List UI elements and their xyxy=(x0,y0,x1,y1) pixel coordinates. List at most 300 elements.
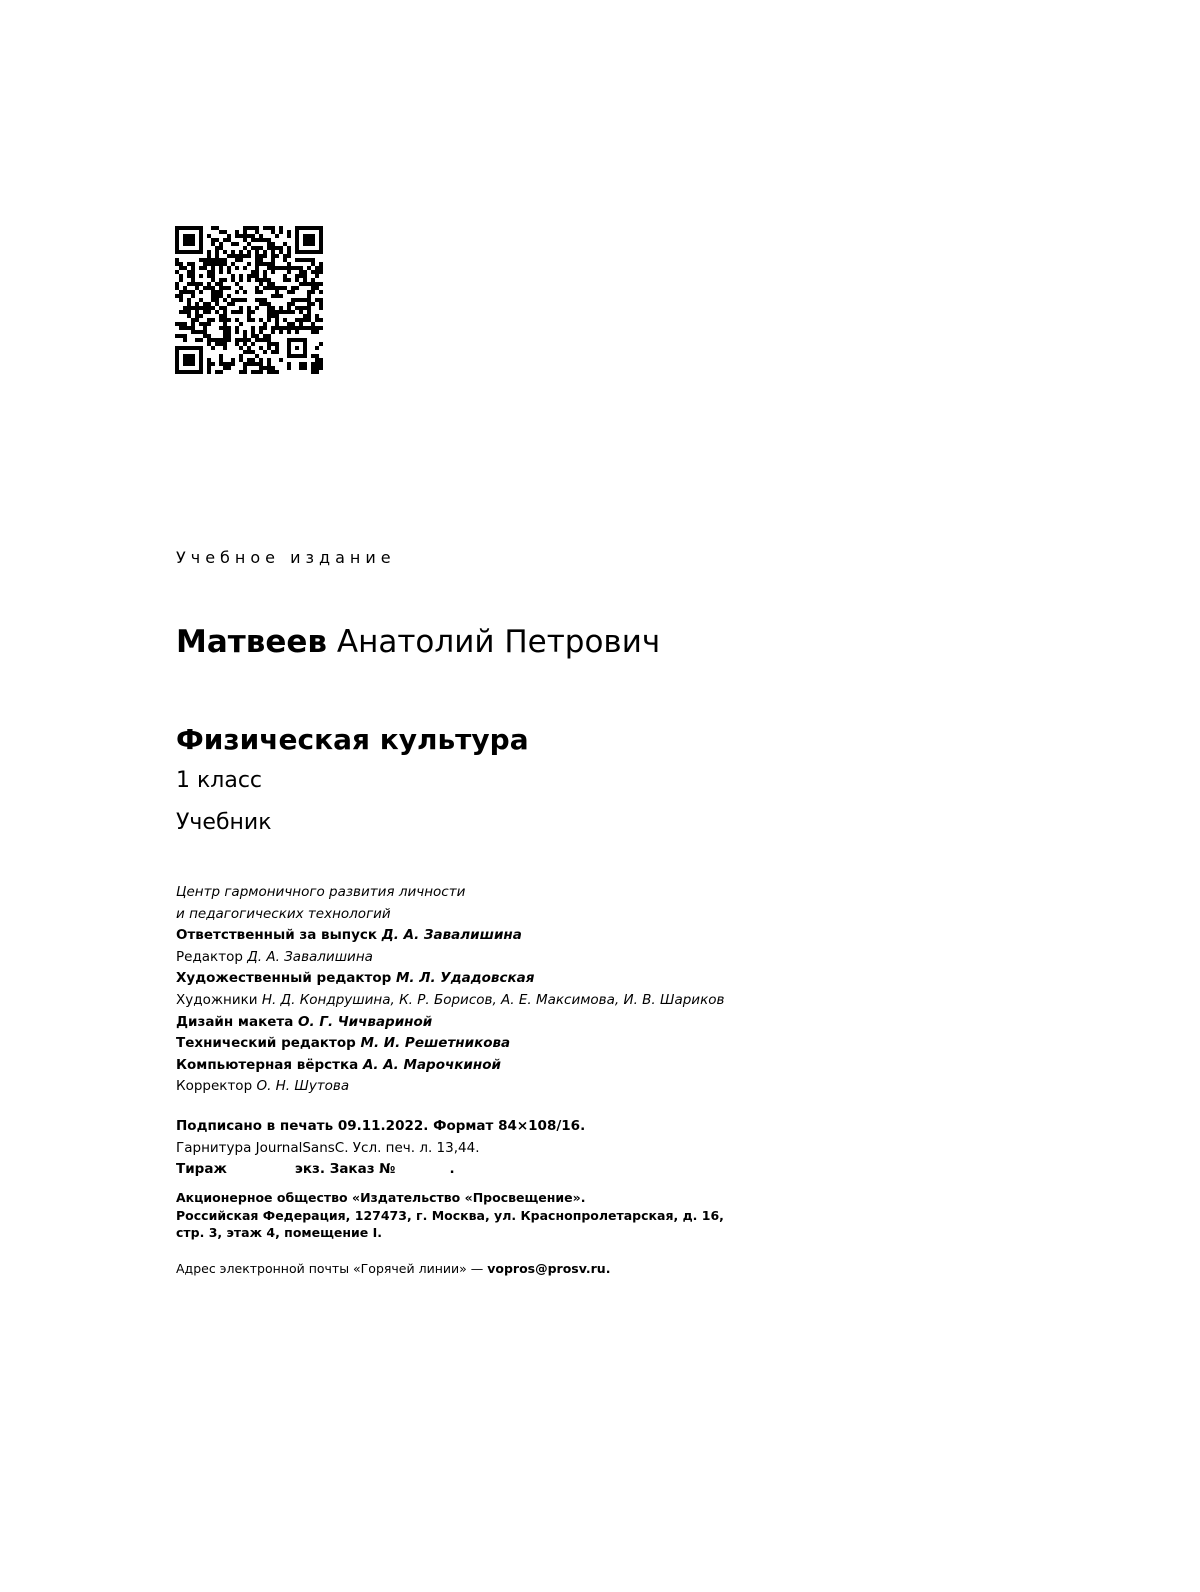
credit-row xyxy=(176,1033,1136,1055)
qr-module xyxy=(247,274,251,278)
qr-module xyxy=(287,250,291,254)
qr-module xyxy=(311,302,315,306)
qr-module xyxy=(255,262,259,266)
qr-module xyxy=(239,358,243,362)
qr-module xyxy=(287,326,291,330)
qr-code-icon xyxy=(175,226,323,374)
qr-module xyxy=(231,262,235,266)
qr-module xyxy=(243,266,247,270)
qr-module xyxy=(267,242,271,246)
qr-module xyxy=(219,354,223,358)
credit-role: Ответственный за выпуск xyxy=(176,927,378,944)
qr-module xyxy=(227,326,231,330)
qr-module xyxy=(195,286,199,290)
qr-module xyxy=(227,294,231,298)
qr-module xyxy=(259,282,263,286)
qr-module xyxy=(219,282,223,286)
qr-module xyxy=(271,326,275,330)
qr-module xyxy=(279,230,283,234)
qr-module xyxy=(231,274,235,278)
credit-person: Д. А. Завалишина xyxy=(247,948,373,965)
qr-module xyxy=(275,246,279,250)
qr-module xyxy=(199,258,203,262)
qr-module xyxy=(291,326,295,330)
book-title: Физическая культура xyxy=(176,723,529,756)
qr-module xyxy=(223,278,227,282)
qr-module xyxy=(243,226,247,230)
qr-module xyxy=(315,358,319,362)
qr-module xyxy=(271,366,275,370)
qr-module xyxy=(303,298,307,302)
qr-module xyxy=(215,238,219,242)
qr-module xyxy=(311,354,315,358)
qr-module xyxy=(315,362,319,366)
qr-module xyxy=(307,266,311,270)
qr-module xyxy=(267,262,271,266)
qr-module xyxy=(303,270,307,274)
qr-module xyxy=(219,266,223,270)
qr-module xyxy=(319,366,323,370)
qr-module xyxy=(271,266,275,270)
qr-module xyxy=(263,298,267,302)
qr-module xyxy=(203,302,207,306)
qr-module xyxy=(195,330,199,334)
qr-module xyxy=(315,326,319,330)
qr-module xyxy=(243,370,247,374)
qr-module xyxy=(247,314,251,318)
credit-person: О. Г. Чичвариной xyxy=(298,1013,433,1030)
qr-module xyxy=(283,310,287,314)
qr-module xyxy=(275,326,279,330)
qr-module xyxy=(267,266,271,270)
qr-module xyxy=(203,310,207,314)
qr-module xyxy=(179,274,183,278)
qr-module xyxy=(239,346,243,350)
qr-module xyxy=(235,342,239,346)
qr-module xyxy=(271,330,275,334)
qr-module xyxy=(263,350,267,354)
qr-module xyxy=(247,226,251,230)
qr-module xyxy=(275,286,279,290)
qr-module xyxy=(203,326,207,330)
qr-module xyxy=(223,298,227,302)
qr-module xyxy=(179,326,183,330)
print-info-block xyxy=(176,1116,585,1181)
qr-module xyxy=(255,278,259,282)
qr-module xyxy=(271,262,275,266)
qr-module xyxy=(251,310,255,314)
qr-module xyxy=(243,246,247,250)
qr-module xyxy=(267,318,271,322)
qr-module xyxy=(295,274,299,278)
qr-module xyxy=(267,226,271,230)
qr-module xyxy=(275,322,279,326)
qr-module xyxy=(211,338,215,342)
qr-module xyxy=(315,354,319,358)
qr-module xyxy=(315,266,319,270)
qr-module xyxy=(223,306,227,310)
qr-module xyxy=(319,326,323,330)
qr-module xyxy=(299,258,303,262)
qr-module xyxy=(311,258,315,262)
qr-module xyxy=(267,310,271,314)
credit-role: Компьютерная вёрстка xyxy=(176,1056,359,1073)
qr-module xyxy=(279,358,283,362)
qr-module xyxy=(207,250,211,254)
qr-module xyxy=(199,282,203,286)
qr-module xyxy=(227,270,231,274)
credits-center-line-1: Центр гармоничного развития личности xyxy=(176,884,466,900)
qr-module xyxy=(311,278,315,282)
qr-module xyxy=(211,274,215,278)
qr-module xyxy=(203,266,207,270)
qr-module xyxy=(279,310,283,314)
qr-module xyxy=(263,270,267,274)
qr-module xyxy=(187,310,191,314)
qr-module xyxy=(211,270,215,274)
hotline-email-line xyxy=(176,1261,610,1276)
qr-module xyxy=(239,322,243,326)
qr-module xyxy=(279,306,283,310)
qr-module xyxy=(235,266,239,270)
qr-module xyxy=(187,262,191,266)
qr-module xyxy=(291,322,295,326)
qr-module xyxy=(239,274,243,278)
qr-module xyxy=(215,338,219,342)
qr-module xyxy=(287,234,291,238)
qr-module xyxy=(239,370,243,374)
qr-module xyxy=(267,286,271,290)
qr-module xyxy=(239,250,243,254)
qr-module xyxy=(275,310,279,314)
hotline-email-end-mark: . xyxy=(605,1261,611,1276)
qr-module xyxy=(299,274,303,278)
qr-module xyxy=(235,310,239,314)
qr-module xyxy=(239,354,243,358)
qr-module xyxy=(275,314,279,318)
qr-module xyxy=(219,270,223,274)
qr-module xyxy=(231,278,235,282)
print-info-line-1: Подписано в печать 09.11.2022. Формат 84×108/16. xyxy=(176,1118,586,1134)
qr-module xyxy=(203,334,207,338)
qr-module xyxy=(299,362,303,366)
qr-module xyxy=(235,290,239,294)
qr-module xyxy=(215,370,219,374)
qr-module xyxy=(275,254,279,258)
qr-module xyxy=(207,342,211,346)
qr-module xyxy=(255,290,259,294)
qr-module xyxy=(243,362,247,366)
credit-row xyxy=(176,1076,1136,1098)
qr-module xyxy=(187,290,191,294)
qr-module xyxy=(215,262,219,266)
qr-module xyxy=(279,294,283,298)
qr-module xyxy=(255,270,259,274)
qr-module xyxy=(227,338,231,342)
qr-module xyxy=(195,310,199,314)
qr-module xyxy=(191,326,195,330)
qr-module xyxy=(191,306,195,310)
qr-module xyxy=(275,318,279,322)
qr-module xyxy=(223,338,227,342)
qr-module xyxy=(187,274,191,278)
qr-module xyxy=(255,238,259,242)
print-info-end-mark: . xyxy=(449,1161,455,1177)
credit-role: Дизайн макета xyxy=(176,1013,294,1030)
qr-module xyxy=(267,334,271,338)
qr-module xyxy=(275,346,279,350)
qr-module xyxy=(303,278,307,282)
qr-module xyxy=(295,278,299,282)
print-info-line-2: Гарнитура JournalSansC. Усл. печ. л. 13,44. xyxy=(176,1139,480,1156)
qr-module xyxy=(311,322,315,326)
qr-module xyxy=(319,262,323,266)
qr-module xyxy=(319,282,323,286)
qr-module xyxy=(287,322,291,326)
qr-module xyxy=(267,278,271,282)
qr-module xyxy=(203,258,207,262)
qr-module xyxy=(259,318,263,322)
qr-module xyxy=(219,306,223,310)
qr-module xyxy=(203,262,207,266)
qr-module xyxy=(295,258,299,262)
qr-module xyxy=(243,254,247,258)
qr-module xyxy=(235,258,239,262)
qr-module xyxy=(255,370,259,374)
qr-module xyxy=(259,238,263,242)
qr-module xyxy=(263,322,267,326)
qr-module xyxy=(223,318,227,322)
qr-module xyxy=(255,306,259,310)
qr-module xyxy=(183,322,187,326)
qr-module xyxy=(179,322,183,326)
qr-module xyxy=(211,290,215,294)
qr-module xyxy=(267,302,271,306)
qr-module xyxy=(247,358,251,362)
credit-row xyxy=(176,925,1136,947)
qr-module xyxy=(179,278,183,282)
qr-module xyxy=(191,330,195,334)
qr-module xyxy=(235,254,239,258)
qr-module xyxy=(315,314,319,318)
qr-module xyxy=(255,226,259,230)
hotline-email-text[interactable]: vopros@prosv.ru xyxy=(487,1261,606,1276)
qr-module xyxy=(271,286,275,290)
qr-module xyxy=(267,338,271,342)
qr-module xyxy=(215,298,219,302)
qr-module xyxy=(319,266,323,270)
qr-module xyxy=(315,270,319,274)
qr-module xyxy=(183,310,187,314)
qr-module xyxy=(263,338,267,342)
qr-module xyxy=(295,326,299,330)
qr-module xyxy=(247,278,251,282)
qr-module xyxy=(187,326,191,330)
qr-module xyxy=(251,358,255,362)
qr-module xyxy=(191,322,195,326)
qr-module xyxy=(199,266,203,270)
qr-module xyxy=(315,298,319,302)
qr-module xyxy=(319,318,323,322)
qr-module xyxy=(315,330,319,334)
qr-module xyxy=(255,354,259,358)
qr-module xyxy=(259,290,263,294)
qr-module xyxy=(279,226,283,230)
qr-module xyxy=(303,314,307,318)
qr-module xyxy=(175,334,179,338)
qr-module xyxy=(271,306,275,310)
qr-module xyxy=(191,274,195,278)
copies-label: экз. Заказ № xyxy=(294,1161,396,1177)
qr-module xyxy=(307,302,311,306)
qr-module xyxy=(259,366,263,370)
qr-module xyxy=(279,250,283,254)
qr-module xyxy=(195,314,199,318)
qr-module xyxy=(263,274,267,278)
qr-module xyxy=(227,254,231,258)
qr-module xyxy=(271,246,275,250)
qr-module xyxy=(251,342,255,346)
qr-module xyxy=(203,286,207,290)
qr-module xyxy=(255,274,259,278)
qr-module xyxy=(215,250,219,254)
qr-module xyxy=(291,290,295,294)
qr-module xyxy=(295,318,299,322)
qr-module xyxy=(235,298,239,302)
qr-module xyxy=(259,278,263,282)
qr-module xyxy=(275,342,279,346)
qr-module xyxy=(311,326,315,330)
qr-module xyxy=(267,358,271,362)
qr-module xyxy=(263,226,267,230)
qr-module xyxy=(223,314,227,318)
qr-module xyxy=(211,318,215,322)
qr-module xyxy=(179,334,183,338)
hotline-email[interactable] xyxy=(487,1261,610,1276)
qr-module xyxy=(219,370,223,374)
qr-module xyxy=(255,362,259,366)
qr-module xyxy=(311,262,315,266)
qr-module xyxy=(223,346,227,350)
qr-module xyxy=(215,342,219,346)
qr-module xyxy=(211,362,215,366)
qr-module xyxy=(263,250,267,254)
qr-module xyxy=(199,322,203,326)
qr-module xyxy=(243,230,247,234)
qr-module xyxy=(243,298,247,302)
qr-module xyxy=(231,254,235,258)
qr-module xyxy=(303,318,307,322)
qr-module xyxy=(267,346,271,350)
qr-module xyxy=(223,334,227,338)
qr-module xyxy=(219,318,223,322)
qr-module xyxy=(251,370,255,374)
qr-module xyxy=(255,230,259,234)
qr-module xyxy=(247,242,251,246)
qr-module xyxy=(231,310,235,314)
qr-module xyxy=(175,286,179,290)
qr-module xyxy=(191,266,195,270)
credit-person: О. Н. Шутова xyxy=(256,1078,350,1095)
qr-module xyxy=(307,314,311,318)
credit-person: А. А. Марочкиной xyxy=(362,1056,501,1073)
qr-module xyxy=(271,282,275,286)
qr-module xyxy=(215,246,219,250)
qr-module xyxy=(223,366,227,370)
book-grade: 1 класс xyxy=(176,768,263,793)
qr-module xyxy=(199,274,203,278)
qr-module xyxy=(251,326,255,330)
qr-module xyxy=(311,330,315,334)
qr-module xyxy=(259,330,263,334)
author-surname: Матвеев xyxy=(176,624,328,660)
qr-module xyxy=(207,262,211,266)
credit-role: Художники xyxy=(176,991,258,1008)
qr-module xyxy=(247,362,251,366)
qr-module xyxy=(223,238,227,242)
qr-module xyxy=(207,338,211,342)
qr-module xyxy=(231,298,235,302)
qr-module xyxy=(251,226,255,230)
qr-module xyxy=(259,326,263,330)
qr-module xyxy=(191,278,195,282)
qr-module xyxy=(175,270,179,274)
qr-module xyxy=(319,290,323,294)
qr-module xyxy=(291,310,295,314)
qr-module xyxy=(199,306,203,310)
publisher-line-2: Российская Федерация, 127473, г. Москва, ул. Краснопролетарская, д. 16, xyxy=(176,1207,724,1223)
qr-module xyxy=(319,358,323,362)
qr-module xyxy=(211,266,215,270)
qr-module xyxy=(311,282,315,286)
qr-module xyxy=(311,366,315,370)
author-name xyxy=(176,624,660,660)
qr-module xyxy=(307,298,311,302)
qr-module xyxy=(259,346,263,350)
credits-block xyxy=(176,882,1136,1098)
credit-role: Технический редактор xyxy=(176,1035,356,1052)
qr-module xyxy=(315,286,319,290)
qr-module xyxy=(235,318,239,322)
qr-module xyxy=(251,318,255,322)
qr-module xyxy=(223,310,227,314)
qr-module xyxy=(271,370,275,374)
print-info-line-3 xyxy=(176,1159,585,1181)
publisher-block xyxy=(176,1189,724,1242)
qr-module xyxy=(295,286,299,290)
qr-module xyxy=(191,290,195,294)
qr-module xyxy=(311,286,315,290)
qr-module xyxy=(251,234,255,238)
qr-module xyxy=(263,278,267,282)
credit-person: Н. Д. Кондрушина, К. Р. Борисов, А. Е. Максимова, И. В. Шариков xyxy=(261,991,725,1008)
qr-module xyxy=(295,330,299,334)
qr-module xyxy=(263,334,267,338)
qr-module xyxy=(259,362,263,366)
qr-module xyxy=(239,298,243,302)
qr-module xyxy=(207,334,211,338)
qr-module xyxy=(179,298,183,302)
qr-module xyxy=(207,234,211,238)
qr-module xyxy=(215,258,219,262)
qr-module xyxy=(259,358,263,362)
qr-module xyxy=(239,310,243,314)
qr-module xyxy=(311,270,315,274)
qr-module xyxy=(175,294,179,298)
qr-module xyxy=(191,294,195,298)
qr-module xyxy=(299,318,303,322)
qr-module xyxy=(303,258,307,262)
